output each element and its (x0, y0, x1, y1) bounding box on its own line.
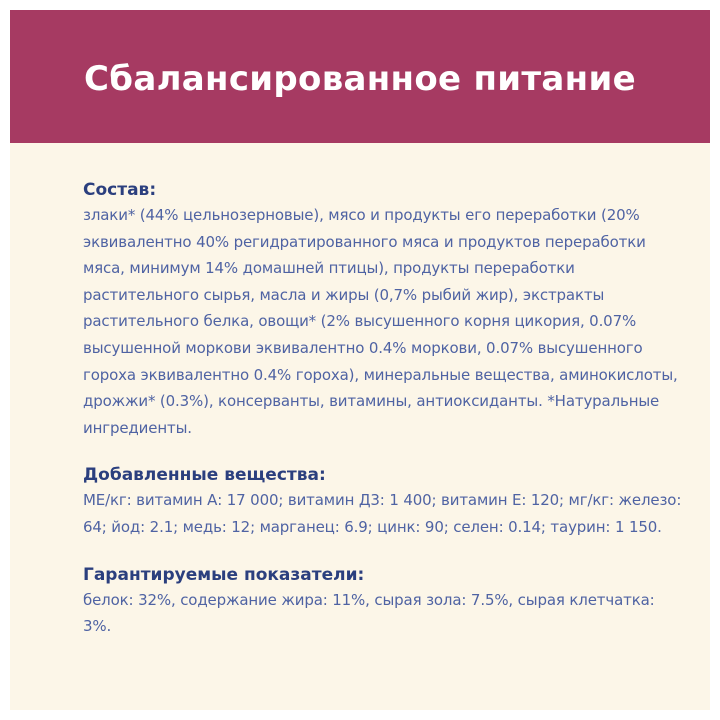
product-info-card (10, 10, 710, 710)
additives-heading: Добавленные вещества: (83, 465, 326, 486)
content-area (83, 178, 683, 662)
additives-text: МЕ/кг: витамин А: 17 000; витамин Д3: 1 400; витамин Е: 120; мг/кг: железо: 64; йод: 2.1; медь: 12; марганец: 6.9; цинк: 90; селен: 0.14; таурин: 1 150. (83, 491, 682, 536)
guaranteed-values-text: белок: 32%, содержание жира: 11%, сырая зола: 7.5%, сырая клетчатка: 3%. (83, 590, 655, 636)
composition-text: злаки* (44% цельнозерновые), мясо и продукты его переработки (20% эквивалентно 40% регидратированного мяса и продуктов переработки мяса, минимум 14% домашней птицы), продукты переработки растительного сырья, масла и жиры (0,7% рыбий жир), экстракты растительного белка, овощи* (2% высушенного корня цикория, 0.07% высушенной моркови эквивалентно 0.4% моркови, 0.07% высушенного гороха эквивалентно 0.4% гороха), минеральные вещества, аминокислоты, дрожжи* (0.3%), консерванты, витамины, антиоксиданты. *Натуральные ингредиенты. (83, 206, 678, 437)
additives-section (83, 463, 683, 540)
guaranteed-values-section (83, 563, 683, 640)
page-title: Сбалансированное питание (84, 58, 636, 99)
guaranteed-values-heading: Гарантируемые показатели: (83, 564, 365, 585)
composition-section (83, 178, 683, 441)
header-banner (10, 10, 710, 143)
composition-heading: Состав: (83, 180, 157, 200)
